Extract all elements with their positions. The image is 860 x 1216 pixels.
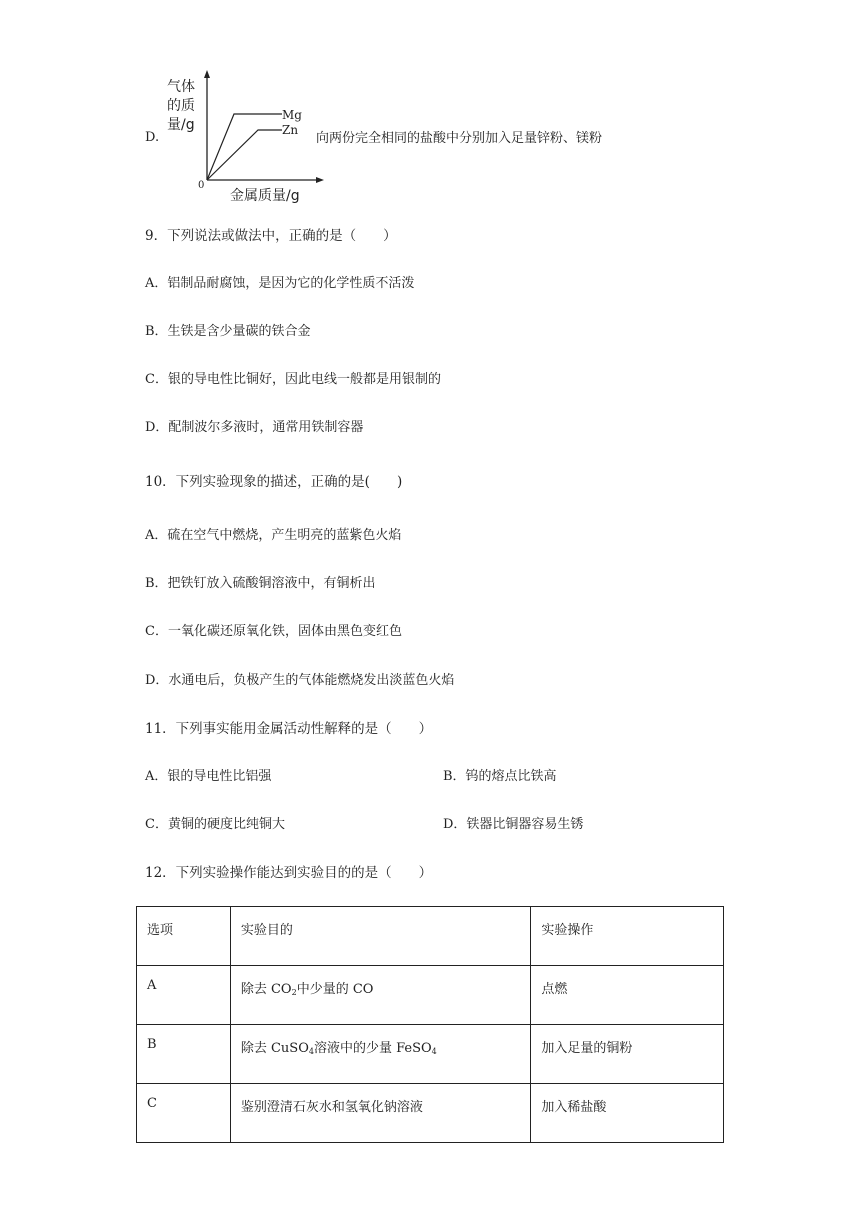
q10-option-b: B．把铁钉放入硫酸铜溶液中，有铜析出: [145, 576, 376, 591]
experiment-table: [136, 906, 724, 1143]
x-axis-arrow: [316, 177, 324, 183]
row-purpose: 除去 $CO_2$中少量的 CO: [230, 966, 530, 1025]
row-purpose: 除去 CuSO$_4$溶液中的少量 FeSO$_4$: [230, 1025, 530, 1084]
q11-option-a: A．银的导电性比铝强: [145, 769, 272, 784]
row-operation: 加入足量的铜粉: [531, 1025, 724, 1084]
q9-option-a: A．铝制品耐腐蚀，是因为它的化学性质不活泼: [145, 276, 415, 291]
q10-option-a: A．硫在空气中燃烧，产生明亮的蓝紫色火焰: [145, 528, 402, 543]
y-label-3: 量/g: [167, 117, 195, 133]
y-label-1: 气体: [167, 79, 195, 95]
q9-option-c: C．银的导电性比铜好，因此电线一般都是用银制的: [145, 372, 441, 387]
q12-stem: 12．下列实验操作能达到实验目的的是（ ）: [145, 865, 433, 881]
table-row: [137, 966, 724, 1025]
origin-label: 0: [198, 180, 205, 191]
q11-option-c: C．黄铜的硬度比纯铜大: [145, 817, 285, 832]
table-row: [137, 1025, 724, 1084]
mg-label: Mg: [282, 108, 302, 122]
q9-stem: 9．下列说法或做法中，正确的是（ ）: [145, 228, 397, 244]
q9-option-b: B．生铁是含少量碳的铁合金: [145, 324, 311, 339]
header-operation: 实验操作: [531, 907, 724, 966]
q10-option-d: D．水通电后，负极产生的气体能燃烧发出淡蓝色火焰: [145, 673, 455, 688]
mg-line: [207, 114, 282, 180]
row-option: C: [137, 1084, 231, 1143]
row-option: A: [137, 966, 231, 1025]
table-header-row: [137, 907, 724, 966]
header-option: 选项: [137, 907, 231, 966]
row-operation: 加入稀盐酸: [531, 1084, 724, 1143]
q8-option-d-text: 向两份完全相同的盐酸中分别加入足量锌粉、镁粉: [316, 131, 603, 146]
q10-option-c: C．一氧化碳还原氧化铁，固体由黑色变红色: [145, 624, 402, 639]
y-label-2: 的质: [167, 98, 195, 114]
q11-stem: 11．下列事实能用金属活动性解释的是（ ）: [145, 721, 433, 737]
x-label: 金属质量/g: [230, 188, 300, 204]
mass-graph: [160, 62, 330, 208]
q11-option-d: D．铁器比铜器容易生锈: [443, 817, 584, 832]
zn-line: [207, 130, 282, 180]
y-axis-arrow: [204, 70, 210, 78]
q11-option-b: B．钨的熔点比铁高: [443, 769, 557, 784]
row-operation: 点燃: [531, 966, 724, 1025]
table-row: [137, 1084, 724, 1143]
zn-label: Zn: [282, 123, 299, 137]
row-option: B: [137, 1025, 231, 1084]
q8-option-d-label: D.: [145, 130, 160, 145]
q10-stem: 10．下列实验现象的描述，正确的是( ): [145, 474, 403, 490]
header-purpose: 实验目的: [230, 907, 530, 966]
q9-option-d: D．配制波尔多液时，通常用铁制容器: [145, 420, 364, 435]
row-purpose: 鉴别澄清石灰水和氢氧化钠溶液: [230, 1084, 530, 1143]
